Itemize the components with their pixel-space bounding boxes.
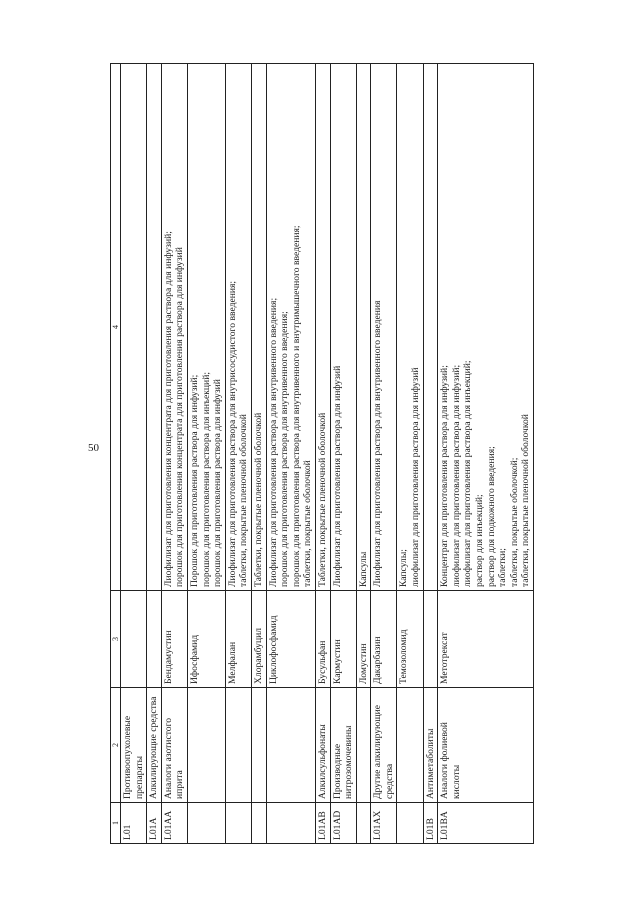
dosage-forms-cell bbox=[266, 64, 315, 591]
table-row bbox=[315, 64, 330, 844]
table-row bbox=[397, 64, 423, 844]
atc-group-cell bbox=[225, 688, 251, 803]
dosage-forms-cell bbox=[147, 64, 162, 591]
table-row bbox=[121, 64, 147, 844]
atc-code-cell: L01A bbox=[147, 803, 162, 844]
dosage-forms-cell bbox=[371, 64, 397, 591]
table-row bbox=[356, 64, 371, 844]
table-row bbox=[423, 64, 438, 844]
table-row bbox=[225, 64, 251, 844]
atc-group-cell bbox=[356, 688, 371, 803]
header-col-4: 4 bbox=[111, 64, 121, 591]
atc-group-cell: Антиметаболиты bbox=[423, 688, 438, 803]
substance-cell: Бусульфан bbox=[315, 591, 330, 688]
dosage-form-line: порошок для приготовления раствора для инфузий bbox=[212, 379, 224, 587]
substance-cell: Ломустин bbox=[356, 591, 371, 688]
atc-group-cell bbox=[251, 688, 266, 803]
atc-code-cell: L01AD bbox=[330, 803, 356, 844]
dosage-form-line: таблетки, покрытые оболочкой; bbox=[508, 457, 520, 587]
substance-cell: Мелфалан bbox=[225, 591, 251, 688]
atc-code-cell bbox=[266, 803, 315, 844]
atc-code-cell: L01AX bbox=[371, 803, 397, 844]
atc-group-cell bbox=[266, 688, 315, 803]
atc-group-cell bbox=[187, 688, 225, 803]
atc-code-cell bbox=[251, 803, 266, 844]
atc-code-cell bbox=[187, 803, 225, 844]
dosage-form-line: Лиофилизат для приготовления концентрата для приготовления раствора для инфузий; bbox=[162, 231, 174, 587]
dosage-form-line: Таблетки, покрытые пленочной оболочкой bbox=[252, 412, 264, 587]
dosage-form-line: Капсулы; bbox=[398, 549, 410, 587]
substance-cell: Кармустин bbox=[330, 591, 356, 688]
dosage-form-line: Лиофилизат для приготовления раствора для инфузий bbox=[331, 365, 343, 587]
atc-group-cell: Другие алкилирующие средства bbox=[371, 688, 397, 803]
dosage-form-line: Капсулы bbox=[357, 551, 369, 587]
atc-code-cell: L01 bbox=[121, 803, 147, 844]
page-number: 50 bbox=[88, 442, 99, 454]
dosage-form-line: таблетки; bbox=[497, 548, 509, 587]
dosage-forms-cell bbox=[438, 64, 534, 591]
substance-cell: Дакарбазин bbox=[371, 591, 397, 688]
dosage-form-line: Порошок для приготовления раствора для инфузий; bbox=[188, 374, 200, 587]
dosage-form-line: лиофилизат для приготовления раствора для инфузий; bbox=[450, 364, 462, 587]
atc-group-cell: Производные нитрозомочевины bbox=[330, 688, 356, 803]
dosage-form-line: Концентрат для приготовления раствора для инфузий; bbox=[439, 365, 451, 587]
atc-group-cell: Аналоги фолиевой кислоты bbox=[438, 688, 534, 803]
medication-table bbox=[110, 63, 534, 844]
header-col-2: 2 bbox=[111, 688, 121, 803]
dosage-form-line: порошок для приготовления концентрата для приготовления раствора для инфузий bbox=[174, 247, 186, 587]
dosage-form-line: Таблетки, покрытые пленочной оболочкой bbox=[316, 412, 328, 587]
dosage-form-line: таблетки, покрытые пленочной оболочкой bbox=[238, 414, 250, 587]
dosage-form-line: Лиофилизат для приготовления раствора для внутрисосудистого введения; bbox=[226, 280, 238, 587]
atc-code-cell bbox=[356, 803, 371, 844]
atc-code-cell: L01AA bbox=[161, 803, 187, 844]
atc-code-cell bbox=[225, 803, 251, 844]
substance-cell: Циклофосфамид bbox=[266, 591, 315, 688]
table-row bbox=[438, 64, 534, 844]
table-row bbox=[251, 64, 266, 844]
table-row bbox=[161, 64, 187, 844]
dosage-form-line: порошок для приготовления раствора для внутривенного и внутримышечного введения; bbox=[290, 225, 302, 587]
substance-cell: Бендамустин bbox=[161, 591, 187, 688]
dosage-forms-cell bbox=[397, 64, 423, 591]
substance-cell bbox=[423, 591, 438, 688]
dosage-forms-cell bbox=[121, 64, 147, 591]
table-row bbox=[266, 64, 315, 844]
rotated-table-container bbox=[110, 63, 575, 844]
atc-group-cell: Аналоги азотистого иприта bbox=[161, 688, 187, 803]
table-header-row bbox=[111, 64, 121, 844]
dosage-form-line: таблетки, покрытые оболочкой bbox=[302, 460, 314, 587]
table-row bbox=[330, 64, 356, 844]
header-col-1: 1 bbox=[111, 803, 121, 844]
dosage-form-line: Лиофилизат для приготовления раствора для внутривенного введения bbox=[372, 300, 384, 587]
dosage-forms-cell bbox=[356, 64, 371, 591]
atc-code-cell bbox=[397, 803, 423, 844]
dosage-form-line: лиофилизат для приготовления раствора для инфузий bbox=[410, 367, 422, 587]
header-col-3: 3 bbox=[111, 591, 121, 688]
dosage-forms-cell bbox=[330, 64, 356, 591]
atc-code-cell: L01BA bbox=[438, 803, 534, 844]
dosage-forms-cell bbox=[315, 64, 330, 591]
atc-group-cell: Алкилсульфонаты bbox=[315, 688, 330, 803]
dosage-form-line: Лиофилизат для приготовления раствора для внутривенного введения; bbox=[267, 297, 279, 587]
dosage-forms-cell bbox=[187, 64, 225, 591]
atc-code-cell: L01AB bbox=[315, 803, 330, 844]
dosage-forms-cell bbox=[161, 64, 187, 591]
table-row bbox=[147, 64, 162, 844]
substance-cell bbox=[147, 591, 162, 688]
dosage-form-line: порошок для приготовления раствора для внутривенного введения; bbox=[279, 311, 291, 587]
dosage-forms-cell bbox=[251, 64, 266, 591]
substance-cell: Хлорамбуцил bbox=[251, 591, 266, 688]
substance-cell: Метотрексат bbox=[438, 591, 534, 688]
dosage-forms-cell bbox=[225, 64, 251, 591]
substance-cell: Ифосфамид bbox=[187, 591, 225, 688]
dosage-form-line: лиофилизат для приготовления раствора для инъекций; bbox=[462, 360, 474, 587]
atc-group-cell bbox=[397, 688, 423, 803]
atc-group-cell: Противоопухолевые препараты bbox=[121, 688, 147, 803]
dosage-form-line: раствор для инъекций; bbox=[474, 494, 486, 587]
dosage-forms-cell bbox=[423, 64, 438, 591]
table-row bbox=[187, 64, 225, 844]
dosage-form-line: порошок для приготовления раствора для инъекций; bbox=[200, 372, 212, 587]
dosage-form-line: раствор для подкожного введения; bbox=[485, 446, 497, 587]
substance-cell bbox=[121, 591, 147, 688]
atc-group-cell: Алкилирующие средства bbox=[147, 688, 162, 803]
atc-code-cell: L01B bbox=[423, 803, 438, 844]
substance-cell: Темозоломид bbox=[397, 591, 423, 688]
table-row bbox=[371, 64, 397, 844]
dosage-form-line: таблетки, покрытые пленочной оболочкой bbox=[520, 414, 532, 587]
